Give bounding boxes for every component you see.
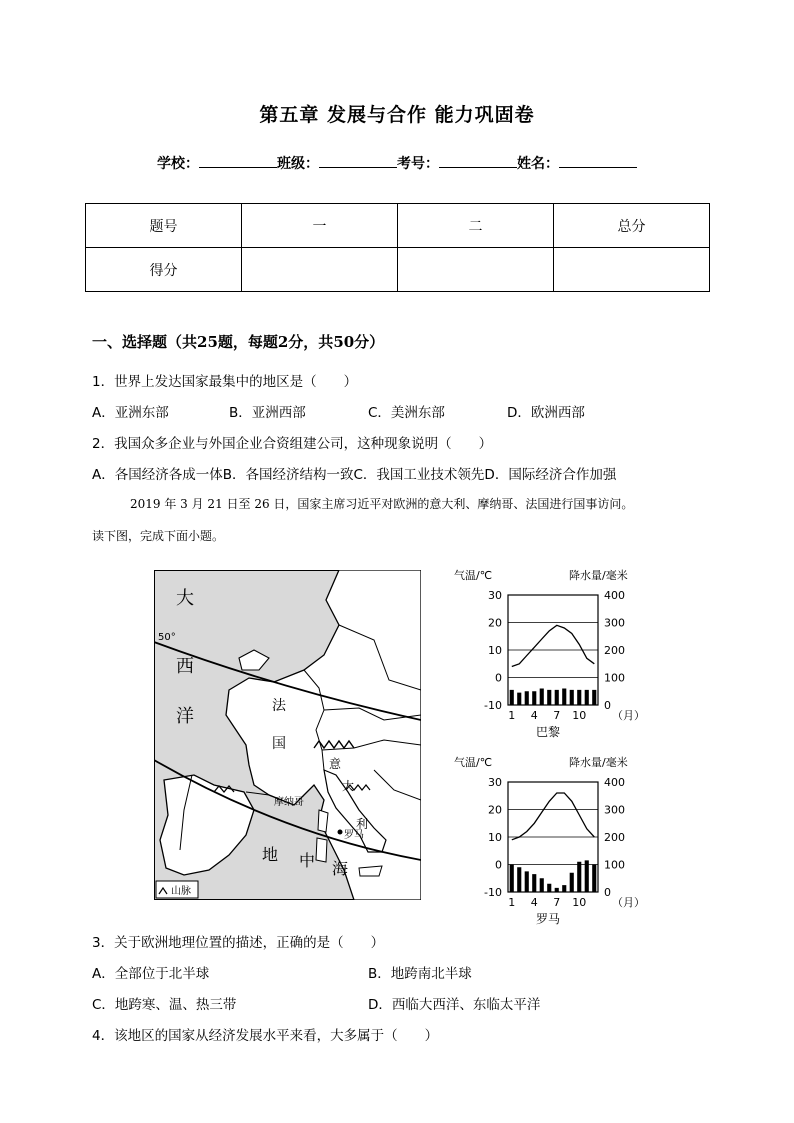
question-3-option-d[interactable]: D．西临大西洋、东临太平洋 xyxy=(368,997,541,1013)
temperature-axis-title: 气温/℃ xyxy=(454,569,493,582)
precipitation-bar xyxy=(540,878,544,892)
precipitation-tick-label: 100 xyxy=(604,671,625,685)
precipitation-bar xyxy=(510,865,514,893)
precipitation-bar xyxy=(570,690,574,705)
europe-map xyxy=(154,570,421,900)
sicily xyxy=(359,866,382,876)
month-tick-label: 1 xyxy=(508,896,516,909)
precipitation-bar xyxy=(555,690,559,705)
question-3-option-a[interactable]: A．全部位于北半球 xyxy=(92,966,210,982)
intro-line-1: 2019 年 3 月 21 日至 26 日，国家主席习近平对欧洲的意大利、摩纳哥、法国进行国事访问。 xyxy=(130,497,634,511)
precipitation-bar xyxy=(540,689,544,706)
temperature-tick-label: 10 xyxy=(488,831,502,844)
number-blank[interactable] xyxy=(439,153,517,168)
precipitation-tick-label: 300 xyxy=(604,803,625,817)
score-input-cell[interactable] xyxy=(554,248,710,292)
school-label: 学校： xyxy=(157,156,199,172)
precipitation-bar xyxy=(547,884,551,892)
plot-area xyxy=(484,589,645,722)
precipitation-tick-label: 100 xyxy=(604,858,625,872)
precipitation-bar xyxy=(562,689,566,706)
question-1-option-a[interactable]: A．亚洲东部 xyxy=(92,405,169,421)
precipitation-bar xyxy=(555,888,559,892)
class-label: 班级： xyxy=(277,156,319,172)
map-label: 国 xyxy=(272,736,286,752)
question-2-stem: 2．我国众多企业与外国企业合资组建公司，这种现象说明（ ） xyxy=(92,436,493,452)
precipitation-tick-label: 200 xyxy=(604,644,625,657)
precipitation-axis-title: 降水量/毫米 xyxy=(569,569,628,582)
question-1-option-d[interactable]: D．欧洲西部 xyxy=(507,405,585,421)
precipitation-tick-label: 300 xyxy=(604,616,625,630)
table-cell: 得分 xyxy=(86,248,242,292)
precipitation-bar xyxy=(517,867,521,892)
page-title: 第五章 发展与合作 能力巩固卷 xyxy=(259,104,535,126)
map-label: 海 xyxy=(332,859,349,878)
corsica xyxy=(318,810,328,832)
table-cell: 一 xyxy=(242,204,398,248)
climate-chart-paris xyxy=(444,565,680,740)
month-tick-label: 4 xyxy=(530,709,538,722)
map-label: 中 xyxy=(299,851,316,870)
precipitation-bar xyxy=(577,690,581,705)
rome-marker xyxy=(338,830,343,835)
plot-area xyxy=(484,776,645,909)
name-label: 姓名： xyxy=(517,156,559,172)
precipitation-tick-label: 200 xyxy=(604,831,625,844)
table-row xyxy=(86,204,710,248)
climate-chart-rome xyxy=(444,752,680,927)
precipitation-tick-label: 400 xyxy=(604,589,625,602)
temperature-tick-label: 30 xyxy=(488,589,502,602)
precipitation-bar xyxy=(585,860,589,892)
temperature-tick-label: -10 xyxy=(484,886,502,899)
month-tick-label: 10 xyxy=(572,709,587,722)
precipitation-bar xyxy=(532,874,536,892)
question-2-options[interactable]: A．各国经济各成一体B．各国经济结构一致C．我国工业技术领先D．国际经济合作加强 xyxy=(92,467,617,483)
precipitation-tick-label: 0 xyxy=(604,699,611,712)
precipitation-axis-title: 降水量/毫米 xyxy=(569,756,628,769)
month-unit-label: （月） xyxy=(612,709,645,722)
city-label: 巴黎 xyxy=(536,725,561,739)
precipitation-bar xyxy=(525,691,529,705)
temperature-tick-label: 30 xyxy=(488,776,502,789)
month-tick-label: 1 xyxy=(508,709,516,722)
map-label: 西 xyxy=(176,656,194,677)
map-label: 洋 xyxy=(176,706,194,727)
table-cell: 题号 xyxy=(86,204,242,248)
question-3-option-c[interactable]: C．地跨寒、温、热三带 xyxy=(92,997,237,1013)
temperature-tick-label: 0 xyxy=(495,671,502,685)
precipitation-bar xyxy=(547,690,551,705)
city-label: 罗马 xyxy=(536,912,561,926)
month-unit-label: （月） xyxy=(612,896,645,909)
precipitation-bar xyxy=(570,873,574,892)
question-4-stem: 4．该地区的国家从经济发展水平来看，大多属于（ ） xyxy=(92,1028,439,1044)
map-label: 利 xyxy=(356,817,369,831)
intro-line-2: 读下图，完成下面小题。 xyxy=(92,529,225,543)
temperature-tick-label: -10 xyxy=(484,699,502,712)
question-1-stem: 1．世界上发达国家最集中的地区是（ ） xyxy=(92,374,358,390)
student-info-line xyxy=(0,153,794,173)
temperature-curve xyxy=(512,625,595,666)
month-tick-label: 7 xyxy=(553,709,561,722)
map-label: 意 xyxy=(329,757,342,771)
precipitation-bar xyxy=(577,862,581,892)
table-cell: 总分 xyxy=(554,204,710,248)
map-label: 地 xyxy=(262,845,279,864)
precipitation-bar xyxy=(525,871,529,892)
question-3-option-b[interactable]: B．地跨南北半球 xyxy=(368,966,472,982)
latitude-label: 50° xyxy=(158,632,176,643)
score-input-cell[interactable] xyxy=(398,248,554,292)
score-input-cell[interactable] xyxy=(242,248,398,292)
precipitation-bar xyxy=(592,690,596,705)
precipitation-bar xyxy=(532,691,536,705)
month-tick-label: 10 xyxy=(572,896,587,909)
precipitation-bar xyxy=(562,885,566,892)
question-1-option-c[interactable]: C．美洲东部 xyxy=(368,405,445,421)
temperature-tick-label: 0 xyxy=(495,858,502,872)
temperature-tick-label: 20 xyxy=(488,616,502,630)
temperature-tick-label: 10 xyxy=(488,644,502,657)
temperature-tick-label: 20 xyxy=(488,803,502,817)
precipitation-bar xyxy=(517,693,521,705)
map-label-monaco: 摩纳哥 xyxy=(274,797,304,808)
map-label-rome: 罗马 xyxy=(344,830,364,841)
section-heading: 一、选择题（共25题，每题2分，共50分） xyxy=(92,333,385,351)
table-row xyxy=(86,248,710,292)
table-cell: 二 xyxy=(398,204,554,248)
score-table xyxy=(85,203,710,292)
precipitation-bar xyxy=(510,690,514,705)
temperature-axis-title: 气温/℃ xyxy=(454,756,493,769)
map-label: 大 xyxy=(176,588,194,609)
map-legend-label: 山脉 xyxy=(171,886,191,897)
school-blank[interactable] xyxy=(199,153,277,168)
class-blank[interactable] xyxy=(319,153,397,168)
precipitation-tick-label: 0 xyxy=(604,886,611,899)
precipitation-bar xyxy=(585,690,589,705)
number-label: 考号： xyxy=(397,156,439,172)
question-3-stem: 3．关于欧洲地理位置的描述，正确的是（ ） xyxy=(92,935,385,951)
month-tick-label: 7 xyxy=(553,896,561,909)
name-blank[interactable] xyxy=(559,153,637,168)
precipitation-bar xyxy=(592,865,596,893)
temperature-curve xyxy=(512,793,595,840)
sardinia xyxy=(316,838,327,862)
map-label: 法 xyxy=(272,698,286,714)
month-tick-label: 4 xyxy=(530,896,538,909)
precipitation-tick-label: 400 xyxy=(604,776,625,789)
map-label: 大 xyxy=(342,779,355,793)
question-1-option-b[interactable]: B．亚洲西部 xyxy=(229,405,306,421)
